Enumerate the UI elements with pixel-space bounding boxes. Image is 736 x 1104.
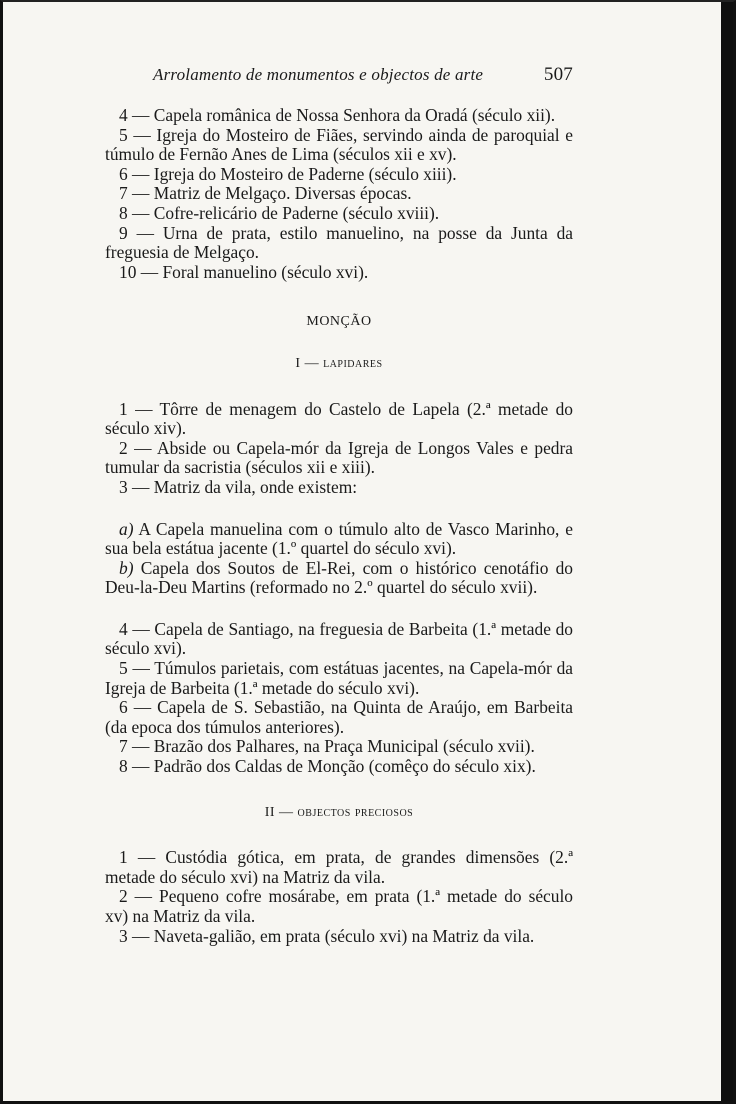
list-item: 4 — Capela de Santiago, na freguesia de Barbeita (1.ª metade do século xvi).: [105, 618, 573, 659]
list-item: 8 — Padrão dos Caldas de Monção (comêço do século xix).: [119, 756, 536, 777]
list-item: 1 — Custódia gótica, em prata, de grandes dimensões (2.ª metade do século xvi) na Matriz da vila.: [105, 847, 573, 887]
sub-item: [105, 520, 573, 559]
list-item: 4 — Capela românica de Nossa Senhora da Oradá (século xii).: [119, 105, 556, 125]
list-item: 2 — Pequeno cofre mosárabe, em prata (1.ª metade do século xv) na Matriz da vila.: [105, 886, 573, 926]
list-item: 3 — Naveta-galião, em prata (século xvi) na Matriz da vila.: [119, 925, 535, 946]
list-item: 2 — Abside ou Capela-mór da Igreja de Longos Vales e pedra tumular da sacristia (séculos xii e xiii).: [105, 437, 573, 478]
sub-item: [105, 559, 573, 598]
running-header: [153, 64, 573, 86]
list-item: 5 — Igreja do Mosteiro de Fiães, servindo ainda de paroquial e túmulo de Fernão Anes de Lima (séculos xii e xv).: [105, 124, 573, 165]
list-item: 3 — Matriz da vila, onde existem:: [119, 476, 358, 497]
body-text: [105, 106, 573, 946]
sub-item-text: Capela dos Soutos de El-Rei, com o histórico cenotáfio do Deu-la-Deu Martins (reformado no 2.º quartel do século xvii).: [105, 557, 573, 598]
list-item: 8 — Cofre-relicário de Paderne (século xviii).: [119, 202, 440, 223]
list-item: 6 — Capela de S. Sebastião, na Quinta de Araújo, em Barbeita (da epoca dos túmulos anteriores).: [105, 697, 573, 737]
subsection-title: II — objectos preciosos: [264, 804, 414, 820]
list-item: 7 — Brazão dos Palhares, na Praça Municipal (século xvii).: [119, 736, 535, 757]
page-edge-shadow: [721, 2, 733, 1101]
sub-item-letter: b): [119, 557, 134, 578]
sub-item-text: A Capela manuelina com o túmulo alto de Vasco Marinho, e sua bela estátua jacente (1.º quartel do século xvi).: [105, 518, 573, 559]
running-title: Arrolamento de monumentos e objectos de arte: [153, 65, 484, 84]
list-item: 5 — Túmulos parietais, com estátuas jacentes, na Capela-mór da Igreja de Barbeita (1.ª metade do século xvi).: [105, 658, 573, 698]
section-title: MONÇÃO: [306, 314, 372, 330]
list-item: 9 — Urna de prata, estilo manuelino, na posse da Junta da freguesia de Melgaço.: [105, 222, 573, 263]
subsection-title: I — lapidares: [295, 355, 383, 371]
list-item: 1 — Tôrre de menagem do Castelo de Lapela (2.ª metade do século xiv).: [105, 398, 573, 439]
list-item: 6 — Igreja do Mosteiro de Paderne (século xiii).: [119, 163, 457, 184]
sub-item-letter: a): [119, 518, 134, 539]
list-item: 10 — Foral manuelino (século xvi).: [119, 261, 369, 282]
page-number: 507: [543, 64, 573, 85]
list-item: 7 — Matriz de Melgaço. Diversas épocas.: [119, 183, 412, 204]
